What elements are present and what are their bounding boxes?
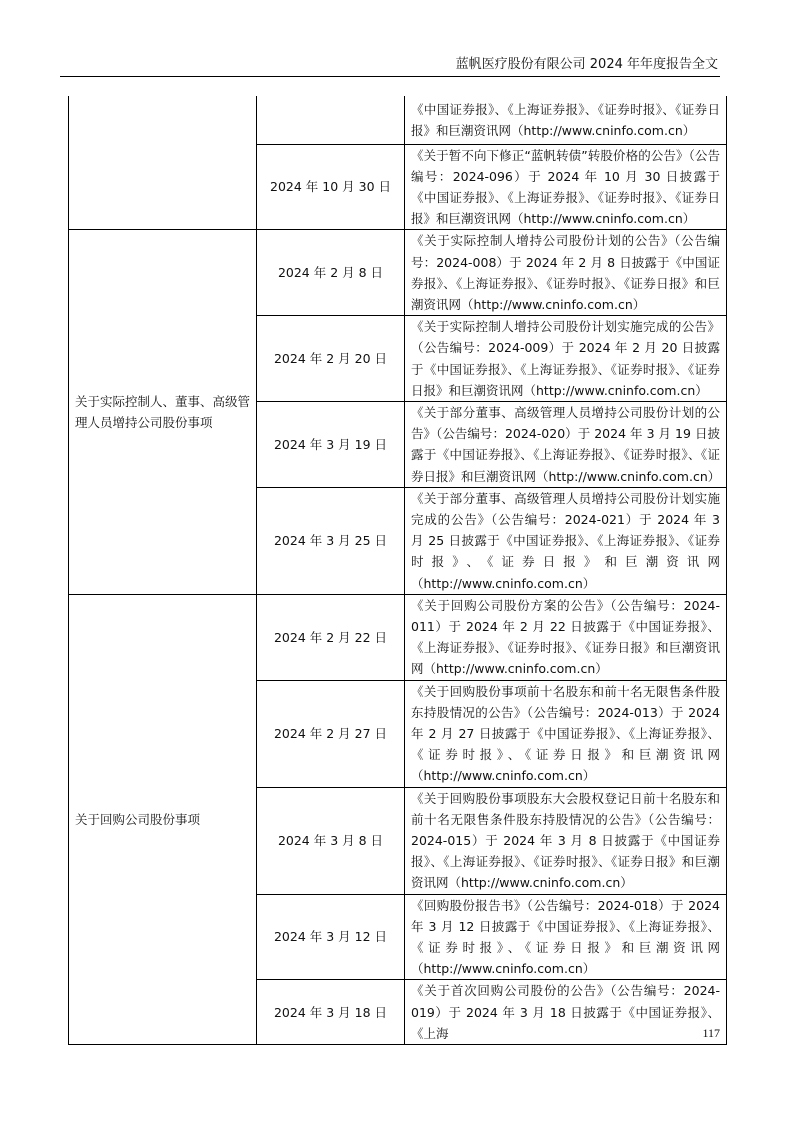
category-cell: 关于实际控制人、董事、高级管理人员增持公司股份事项 <box>69 230 257 594</box>
table-row <box>69 230 727 316</box>
date-cell: 2024 年 2 月 22 日 <box>257 594 405 680</box>
description-cell: 《关于回购公司股份方案的公告》（公告编号：2024-011）于 2024 年 2 月 22 日披露于《中国证券报》、《上海证券报》、《证券时报》、《证券日报》和巨潮资讯网（http://www.cninfo.com.cn） <box>405 594 727 680</box>
description-cell: 《关于首次回购公司股份的公告》（公告编号：2024-019）于 2024 年 3 月 18 日披露于《中国证券报》、《上海 <box>405 980 727 1045</box>
date-cell: 2024 年 2 月 8 日 <box>257 230 405 316</box>
report-title: 蓝帆医疗股份有限公司 2024 年年度报告全文 <box>455 57 718 72</box>
description-cell: 《关于部分董事、高级管理人员增持公司股份计划的公告》（公告编号：2024-020）于 2024 年 3 月 19 日披露于《中国证券报》、《上海证券报》、《证券时报》、《证券日报》和巨潮资讯网（http://www.cninfo.com.cn） <box>405 401 727 487</box>
table-row <box>69 594 727 680</box>
date-cell: 2024 年 2 月 20 日 <box>257 316 405 402</box>
page-header <box>60 56 720 77</box>
description-cell: 《关于实际控制人增持公司股份计划实施完成的公告》（公告编号：2024-009）于 2024 年 2 月 20 日披露于《中国证券报》、《上海证券报》、《证券时报》、《证券日报》和巨潮资讯网（http://www.cninfo.com.cn） <box>405 316 727 402</box>
date-cell: 2024 年 3 月 8 日 <box>257 787 405 894</box>
table-row <box>69 96 727 144</box>
description-cell: 《中国证券报》、《上海证券报》、《证券时报》、《证券日报》和巨潮资讯网（http://www.cninfo.com.cn） <box>405 96 727 144</box>
date-cell: 2024 年 3 月 12 日 <box>257 894 405 980</box>
description-cell: 《关于暂不向下修正“蓝帆转债”转股价格的公告》（公告编号：2024-096）于 2024 年 10 月 30 日披露于《中国证券报》、《上海证券报》、《证券时报》、《证券日报》和巨潮资讯网（http://www.cninfo.com.cn） <box>405 144 727 230</box>
category-cell <box>69 96 257 230</box>
date-cell: 2024 年 3 月 18 日 <box>257 980 405 1045</box>
description-cell: 《关于部分董事、高级管理人员增持公司股份计划实施完成的公告》（公告编号：2024-021）于 2024 年 3 月 25 日披露于《中国证券报》、《上海证券报》、《证券时报》、《证券日报》和巨潮资讯网（http://www.cninfo.com.cn） <box>405 487 727 594</box>
date-cell: 2024 年 2 月 27 日 <box>257 680 405 787</box>
description-cell: 《回购股份报告书》（公告编号：2024-018）于 2024 年 3 月 12 日披露于《中国证券报》、《上海证券报》、《证券时报》、《证券日报》和巨潮资讯网（http://www.cninfo.com.cn） <box>405 894 727 980</box>
description-cell: 《关于回购股份事项股东大会股权登记日前十名股东和前十名无限售条件股东持股情况的公告》（公告编号：2024-015）于 2024 年 3 月 8 日披露于《中国证券报》、《上海证券报》、《证券时报》、《证券日报》和巨潮资讯网（http://www.cninfo.com.cn） <box>405 787 727 894</box>
date-cell: 2024 年 3 月 25 日 <box>257 487 405 594</box>
date-cell: 2024 年 3 月 19 日 <box>257 401 405 487</box>
date-cell: 2024 年 10 月 30 日 <box>257 144 405 230</box>
description-cell: 《关于实际控制人增持公司股份计划的公告》（公告编号：2024-008）于 2024 年 2 月 8 日披露于《中国证券报》、《上海证券报》、《证券时报》、《证券日报》和巨潮资讯网（http://www.cninfo.com.cn） <box>405 230 727 316</box>
category-cell: 关于回购公司股份事项 <box>69 594 257 1044</box>
announcement-table <box>68 96 727 1045</box>
page-number: 117 <box>702 1026 720 1040</box>
date-cell <box>257 96 405 144</box>
description-cell: 《关于回购股份事项前十名股东和前十名无限售条件股东持股情况的公告》（公告编号：2024-013）于 2024 年 2 月 27 日披露于《中国证券报》、《上海证券报》、《证券时报》、《证券日报》和巨潮资讯网（http://www.cninfo.com.cn） <box>405 680 727 787</box>
